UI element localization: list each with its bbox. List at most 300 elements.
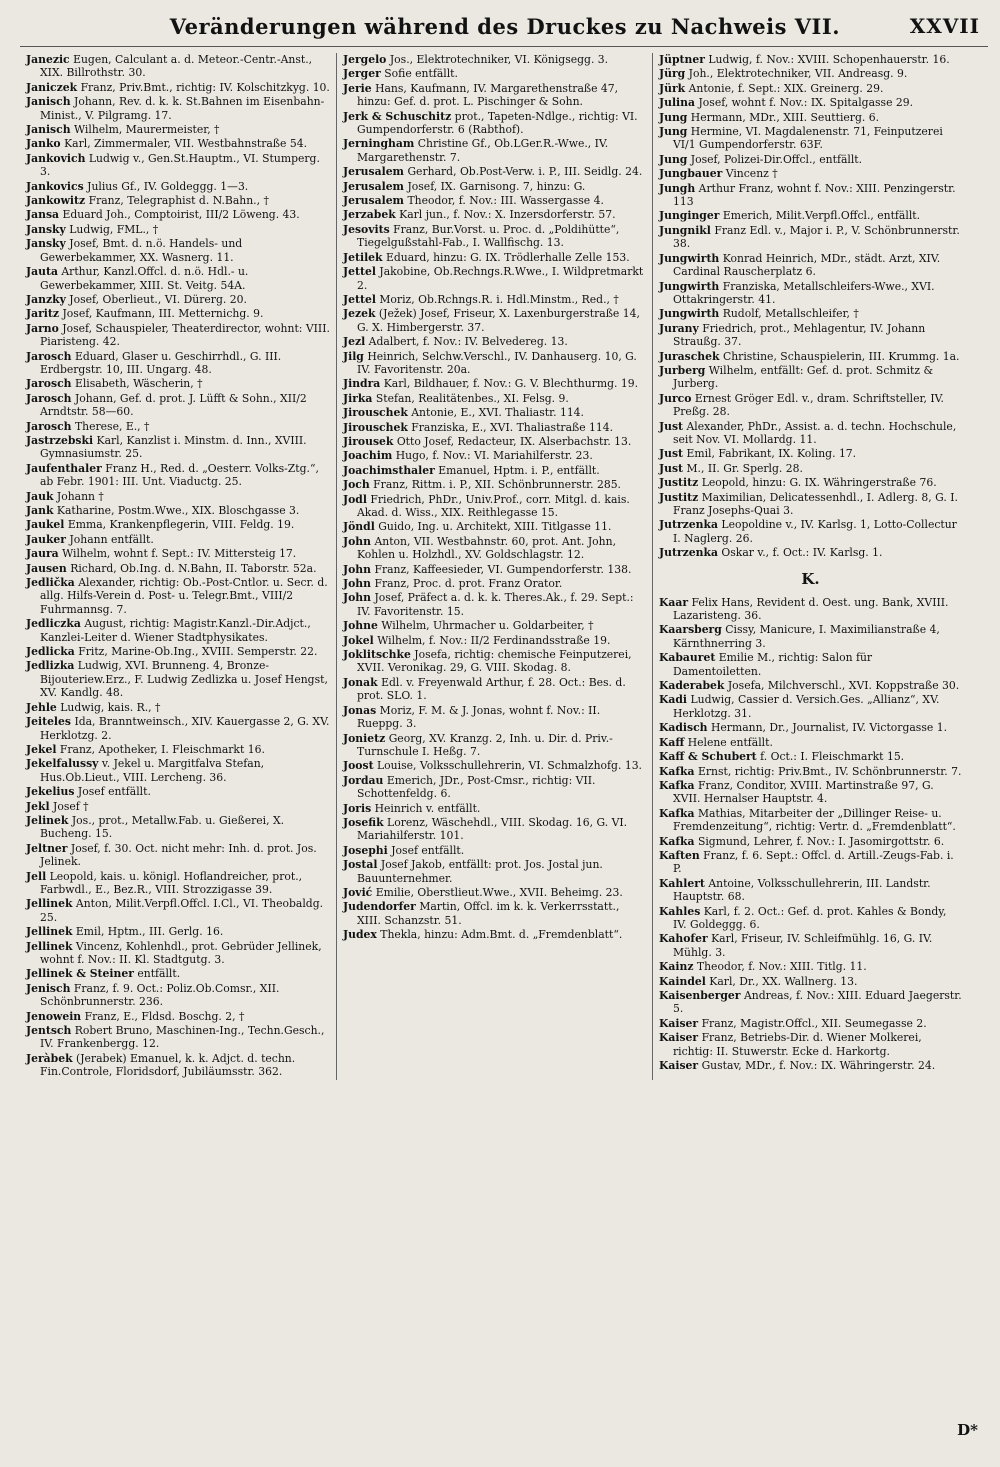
directory-entry	[343, 886, 646, 899]
entry-name: Jekel	[26, 742, 57, 756]
directory-entry	[26, 180, 330, 193]
directory-entry	[659, 82, 962, 95]
entry-name: Jarosch	[26, 419, 72, 433]
entry-name: Jenisch	[26, 981, 71, 995]
directory-entry	[659, 596, 962, 623]
entry-text: Karl, Bildhauer, f. Nov.: G. V. Blechthurmg. 19.	[383, 377, 639, 391]
directory-entry	[343, 392, 646, 405]
entry-text: Stefan, Realitätenbes., XI. Felsg. 9.	[375, 391, 569, 405]
entry-text: Wilhelm, wohnt f. Sept.: IV. Mittersteig 17.	[62, 547, 297, 561]
directory-entry	[659, 462, 962, 475]
entry-name: Jellinek	[26, 925, 73, 939]
entry-text: Wilhelm, f. Nov.: II/2 Ferdinandsstraße 19.	[377, 633, 611, 647]
entry-text: Josef, wohnt f. Nov.: IX. Spitalgasse 29.	[698, 96, 914, 110]
entry-text: Alexander, richtig: Ob.-Post-Cntlor. u. Secr. d. allg. Hilfs-Verein d. Post- u. Telegr.Bmt., VIII/2 Fuhrmannsg. 7.	[40, 576, 328, 616]
entry-name: Jeltner	[26, 841, 68, 855]
entry-name: Jarosch	[26, 377, 72, 391]
directory-entry	[343, 704, 646, 731]
entry-name: Jöndl	[343, 520, 375, 534]
entry-text: Wilhelm, Uhrmacher u. Goldarbeiter, †	[381, 619, 594, 633]
entry-name: Kaften	[659, 848, 700, 862]
entry-name: Jindra	[343, 377, 381, 391]
directory-entry	[343, 137, 646, 164]
entry-name: Jirka	[343, 391, 373, 405]
entry-name: Janisch	[26, 123, 71, 137]
entry-name: Jović	[343, 885, 373, 899]
entry-name: Jaura	[26, 547, 59, 561]
entry-text: Karl, Zimmermaler, VII. Westbahnstraße 54.	[64, 137, 308, 151]
entry-name: Kadi	[659, 693, 688, 707]
entry-text: August, richtig: Magistr.Kanzl.-Dir.Adjct., Kanzlei-Leiter d. Wiener Stadtphysikates.	[40, 617, 311, 644]
entry-name: Jungh	[659, 181, 696, 195]
entry-name: Jerusalem	[343, 179, 404, 193]
directory-entry	[26, 350, 330, 377]
entry-text: Franz, Apotheker, I. Fleischmarkt 16.	[59, 742, 265, 756]
entry-text: Karl jun., f. Nov.: X. Inzersdorferstr. 57.	[399, 208, 616, 222]
entry-text: Robert Bruno, Maschinen-Ing., Techn.Gesch., IV. Frankenbergg. 12.	[40, 1024, 325, 1051]
entry-text: Martin, Offcl. im k. k. Verkerrsstatt., XIII. Schanzstr. 51.	[357, 900, 620, 927]
entry-name: Kafka	[659, 764, 695, 778]
entry-text: Friedrich, prot., Mehlagentur, IV. Johann Straußg. 37.	[673, 321, 926, 349]
directory-entry	[659, 280, 962, 307]
entry-text: Louise, Volksschullehrerin, VI. Schmalzhofg. 13.	[377, 759, 642, 773]
entry-name: Jung	[659, 125, 688, 139]
entry-text: Arthur, Kanzl.Offcl. d. n.ö. Hdl.- u. Gewerbekammer, XIII. St. Veitg. 54A.	[40, 265, 249, 292]
directory-entry	[26, 208, 330, 221]
directory-entry	[26, 434, 330, 461]
entry-name: Kafka	[659, 778, 695, 792]
directory-entry	[26, 800, 330, 813]
entry-text: Emil, Hptm., III. Gerlg. 16.	[75, 925, 224, 939]
directory-entry	[659, 420, 962, 447]
entry-text: Ernest Gröger Edl. v., dram. Schriftsteller, IV. Preßg. 28.	[673, 391, 944, 419]
entry-name: Jurco	[659, 391, 692, 405]
directory-entry	[659, 518, 962, 545]
directory-entry	[343, 844, 646, 857]
directory-entry	[343, 759, 646, 772]
directory-entry	[659, 779, 962, 806]
entry-name: Jettel	[343, 292, 376, 306]
entry-name: Jaritz	[26, 307, 60, 321]
entry-name: Jenowein	[26, 1009, 82, 1023]
entry-text: Jos., Elektrotechniker, VI. Königsegg. 3.	[389, 53, 609, 66]
directory-entry	[343, 265, 646, 292]
entry-name: Jerusalem	[343, 194, 404, 208]
entry-name: Kabauret	[659, 651, 716, 665]
directory-entry	[343, 82, 646, 109]
directory-entry	[659, 322, 962, 349]
directory-entry	[659, 960, 962, 973]
page-number: XXVII	[909, 14, 980, 38]
entry-text: Franz, Magistr.Offcl., XII. Seumegasse 2.	[701, 1016, 927, 1030]
entry-name: Jurberg	[659, 363, 706, 377]
entry-text: Oskar v., f. Oct.: IV. Karlsg. 1.	[721, 546, 883, 560]
entry-name: Justitz	[659, 476, 699, 490]
entry-text: Eduard Joh., Comptoirist, III/2 Löweng. 43.	[62, 208, 300, 222]
entry-text: Josefa, Milchverschl., XVI. Koppstraße 30.	[727, 679, 960, 693]
entry-name: Jonietz	[343, 731, 386, 745]
directory-entry	[343, 307, 646, 334]
directory-entry	[26, 490, 330, 503]
entry-text: Josef, Polizei-Dir.Offcl., entfällt.	[690, 152, 863, 166]
directory-entry	[26, 377, 330, 390]
entry-name: Janko	[26, 137, 61, 151]
entry-text: Moriz, Ob.Rchngs.R. i. Hdl.Minstm., Red., †	[379, 292, 619, 306]
entry-text: Antoine, Volksschullehrerin, III. Landstr. Hauptstr. 68.	[673, 876, 931, 904]
entry-name: Kaiser	[659, 1031, 699, 1045]
entry-text: f. Oct.: I. Fleischmarkt 15.	[760, 750, 905, 764]
entry-name: Jilg	[343, 349, 364, 363]
entry-name: Jungwirth	[659, 251, 720, 265]
entry-text: Christine Gf., Ob.LGer.R.-Wwe., IV. Margarethenstr. 7.	[357, 137, 609, 164]
entry-text: Franziska, E., XVI. Thaliastraße 114.	[411, 420, 614, 434]
entry-name: Jettel	[343, 265, 376, 279]
entry-text: Guido, Ing. u. Architekt, XIII. Titlgasse 11.	[378, 520, 612, 534]
entry-text: Ludwig, FML., †	[69, 222, 159, 236]
entry-name: Jank	[26, 504, 54, 517]
entry-text: Emilie M., richtig: Salon für Damentoiletten.	[673, 651, 873, 678]
entry-name: Janzky	[26, 292, 66, 306]
entry-name: John	[343, 562, 372, 576]
directory-entry	[343, 634, 646, 647]
entry-text: Theodor, f. Nov.: XIII. Titlg. 11.	[696, 960, 867, 974]
entry-name: Just	[659, 461, 684, 475]
entry-name: Jerger	[343, 67, 381, 81]
directory-entry	[659, 989, 962, 1016]
entry-text: Alexander, PhDr., Assist. a. d. techn. Hochschule, seit Nov. VI. Mollardg. 11.	[673, 419, 957, 446]
entry-text: Johann, Rev. d. k. k. St.Bahnen im Eisenbahn-Minist., V. Pilgramg. 17.	[40, 95, 325, 122]
entry-name: Kadisch	[659, 721, 708, 735]
directory-entry	[26, 137, 330, 150]
directory-entry	[659, 167, 962, 180]
entry-text: Gerhard, Ob.Post-Verw. i. P., III. Seidlg. 24.	[407, 165, 643, 179]
entry-text: Ludwig, Cassier d. Versich.Ges. „Allianz“, XV. Herklotzg. 31.	[673, 693, 940, 720]
directory-entry	[343, 180, 646, 193]
entry-name: Joch	[343, 478, 370, 492]
directory-entry	[343, 377, 646, 390]
directory-entry	[343, 900, 646, 927]
entry-text: Mathias, Mitarbeiter der „Dillinger Reise- u. Fremdenzeitung“, richtig: Vertr. d. „Fremdenblatt“.	[673, 806, 956, 834]
entry-name: Kaarsberg	[659, 623, 722, 637]
entry-text: Heinrich, Selchw.Verschl., IV. Danhauserg. 10, G. IV. Favoritenstr. 20a.	[357, 349, 637, 376]
entry-text: Adalbert, f. Nov.: IV. Belvedereg. 13.	[368, 335, 568, 349]
entry-text: Karl, Friseur, IV. Schleifmühlg. 16, G. IV. Mühlg. 3.	[673, 932, 933, 959]
entry-text: Josef, Schauspieler, Theaterdirector, wohnt: VIII. Piaristeng. 42.	[40, 321, 330, 349]
section-letter: K.	[801, 569, 820, 588]
entry-name: Jirousek	[343, 434, 394, 448]
directory-entry	[659, 546, 962, 559]
directory-entry	[343, 67, 646, 80]
entry-text: Antonie, f. Sept.: XIX. Greinerg. 29.	[688, 81, 884, 95]
entry-text: Josef entfällt.	[77, 785, 151, 799]
entry-name: Jarosch	[26, 391, 72, 405]
entry-name: Kaindel	[659, 974, 706, 988]
directory-entry	[26, 547, 330, 560]
directory-entry	[26, 152, 330, 179]
entry-text: Franz, Rittm. i. P., XII. Schönbrunnerstr. 285.	[373, 478, 621, 492]
directory-entry	[343, 449, 646, 462]
directory-entry	[343, 493, 646, 520]
entry-text: Edl. v. Freyenwald Arthur, f. 28. Oct.: Bes. d. prot. SLO. 1.	[357, 675, 626, 703]
entry-text: Franz, Betriebs-Dir. d. Wiener Molkerei, richtig: II. Stuwerstr. Ecke d. Harkortg.	[673, 1031, 922, 1058]
entry-text: Richard, Ob.Ing. d. N.Bahn, II. Taborstr. 52a.	[70, 561, 317, 575]
entry-name: Jedliczka	[26, 617, 81, 631]
entry-text: Karl, Kanzlist i. Minstm. d. Inn., XVIII. Gymnasiumstr. 25.	[40, 433, 307, 461]
entry-name: Jordau	[343, 773, 384, 787]
entry-text: Emerich, JDr., Post-Cmsr., richtig: VII. Schottenfeldg. 6.	[357, 773, 596, 801]
column-right	[652, 53, 968, 1080]
entry-text: Hermine, VI. Magdalenenstr. 71, Feinputzerei VI/1 Gumpendorferstr. 63F.	[673, 125, 943, 152]
directory-entry	[659, 491, 962, 518]
columns	[20, 53, 988, 1080]
entry-name: Jell	[26, 869, 47, 883]
directory-entry	[26, 897, 330, 924]
entry-name: Jungwirth	[659, 279, 720, 293]
entry-name: Jellinek & Steiner	[26, 967, 134, 981]
directory-entry	[26, 562, 330, 575]
entry-text: Karl, Dr., XX. Wallnerg. 13.	[709, 974, 858, 988]
entry-name: Junginger	[659, 209, 720, 223]
directory-entry	[343, 858, 646, 885]
directory-entry	[659, 693, 962, 720]
directory-entry	[26, 814, 330, 841]
entry-name: Jekl	[26, 799, 50, 813]
entry-name: John	[343, 577, 372, 591]
entry-text: Ludwig, XVI. Brunneng. 4, Bronze-Bijouteriew.Erz., F. Ludwig Zedlizka u. Josef Hengst, XV. Kandlg. 48.	[40, 659, 328, 700]
entry-text: Karl, f. 2. Oct.: Gef. d. prot. Kahles & Bondy, IV. Goldeggg. 6.	[673, 904, 947, 931]
entry-name: Jausen	[26, 561, 67, 575]
entry-text: Fritz, Marine-Ob.Ing., XVIII. Semperstr. 22.	[78, 645, 318, 659]
entry-text: Franz, f. 9. Oct.: Poliz.Ob.Comsr., XII. Schönbrunnerstr. 236.	[40, 981, 280, 1009]
directory-entry	[26, 95, 330, 122]
directory-entry	[26, 982, 330, 1009]
entry-name: Jaufenthaler	[26, 461, 102, 475]
directory-entry	[659, 350, 962, 363]
directory-entry	[343, 251, 646, 264]
directory-entry	[659, 447, 962, 460]
entry-text: Ernst, richtig: Priv.Bmt., IV. Schönbrunnerstr. 7.	[697, 764, 962, 778]
directory-entry	[659, 1031, 962, 1058]
directory-entry	[26, 53, 330, 80]
entry-text: Elisabeth, Wäscherin, †	[74, 377, 203, 391]
directory-entry	[659, 67, 962, 80]
directory-entry	[343, 774, 646, 801]
directory-entry	[26, 940, 330, 967]
directory-entry	[343, 535, 646, 562]
entry-name: Jesovits	[343, 222, 390, 236]
entry-text: Otto Josef, Redacteur, IX. Alserbachstr. 13.	[396, 434, 632, 448]
entry-name: Jastrzebski	[26, 433, 94, 447]
entry-name: Jankovich	[26, 151, 86, 165]
entry-name: Jetilek	[343, 250, 383, 264]
entry-text: Franz Edl. v., Major i. P., V. Schönbrunnerstr. 38.	[673, 223, 960, 251]
directory-entry	[659, 932, 962, 959]
directory-entry	[26, 576, 330, 616]
directory-entry	[343, 110, 646, 137]
entry-name: Jezl	[343, 335, 366, 349]
entry-name: Jonak	[343, 675, 378, 689]
entry-text: Antonie, E., XVI. Thaliastr. 114.	[411, 406, 584, 420]
entry-text: Cissy, Manicure, I. Maximilianstraße 4, Kärnthnerring 3.	[673, 623, 940, 650]
entry-text: Konrad Heinrich, MDr., städt. Arzt, XIV. Cardinal Rauscherplatz 6.	[673, 251, 941, 279]
entry-name: Jürk	[659, 81, 686, 95]
directory-entry	[343, 335, 646, 348]
entry-text: Lorenz, Wäschehdl., VIII. Skodag. 16, G. VI. Mariahilferstr. 101.	[357, 815, 628, 843]
directory-entry	[26, 925, 330, 938]
directory-entry	[343, 293, 646, 306]
entry-name: Joris	[343, 801, 372, 815]
directory-entry	[343, 648, 646, 675]
entry-name: Kaiser	[659, 1016, 699, 1030]
entry-text: Franz, Proc. d. prot. Franz Orator.	[374, 577, 563, 591]
entry-text: Heinrich v. entfällt.	[374, 801, 481, 815]
entry-name: Juraschek	[659, 349, 720, 363]
directory-entry	[659, 679, 962, 692]
entry-text: Franziska, Metallschleifers-Wwe., XVI. Ottakringerstr. 41.	[673, 279, 935, 306]
entry-text: Sofie entfällt.	[384, 67, 458, 81]
entry-text: Maximilian, Delicatessenhdl., I. Adlerg. 8, G. I. Franz Josephs-Quai 3.	[673, 490, 958, 517]
entry-text: Emanuel, Hptm. i. P., entfällt.	[438, 463, 600, 477]
directory-entry	[343, 435, 646, 448]
directory-entry	[26, 420, 330, 433]
directory-entry	[26, 1010, 330, 1023]
directory-entry	[659, 53, 962, 66]
entry-name: Kahofer	[659, 932, 708, 946]
directory-entry	[659, 252, 962, 279]
entry-name: Jungbauer	[659, 167, 723, 181]
entry-text: Josef, Präfect a. d. k. k. Theres.Ak., f. 29. Sept.: IV. Favoritenstr. 15.	[357, 591, 634, 618]
entry-name: Kafka	[659, 806, 695, 820]
entry-text: (Jerabek) Emanuel, k. k. Adjct. d. techn. Fin.Controle, Floridsdorf, Jubiläumsstr. 362.	[40, 1051, 296, 1079]
entry-text: Leopold, kais. u. königl. Hoflandreicher, prot., Farbwdl., E., Bez.R., VIII. Strozzigasse 39.	[40, 869, 303, 896]
directory-entry	[26, 123, 330, 136]
directory-entry	[659, 807, 962, 834]
entry-text: Emma, Krankenpflegerin, VIII. Feldg. 19.	[67, 518, 295, 532]
page-title: Veränderungen während des Druckes zu Nachweis VII.	[169, 13, 841, 39]
directory-entry	[26, 659, 330, 699]
entry-name: Jehle	[26, 700, 57, 714]
entry-name: Jedlicka	[26, 645, 75, 659]
directory-entry	[343, 464, 646, 477]
entry-name: Kainz	[659, 960, 694, 974]
entry-name: Jauta	[26, 265, 58, 279]
entry-text: Josef, Oberlieut., VI. Dürerg. 20.	[69, 292, 247, 306]
signature-mark: D*	[957, 1421, 978, 1439]
directory-entry	[659, 835, 962, 848]
entry-text: Theodor, f. Nov.: III. Wassergasse 4.	[407, 194, 604, 208]
entry-text: Franz, f. 6. Sept.: Offcl. d. Artill.-Zeugs-Fab. i. P.	[673, 848, 954, 876]
entry-name: Jutrzenka	[659, 518, 718, 532]
entry-text: Ludwig v., Gen.St.Hauptm., VI. Stumperg. 3.	[40, 151, 320, 179]
directory-entry	[659, 307, 962, 320]
entry-name: Kaderabek	[659, 679, 725, 693]
entry-name: Jarosch	[26, 349, 72, 363]
entry-name: Jirouschek	[343, 420, 408, 434]
entry-name: Kafka	[659, 834, 695, 848]
entry-name: Kaiser	[659, 1059, 699, 1073]
entry-name: Jürg	[659, 67, 686, 81]
entry-text: Sigmund, Lehrer, f. Nov.: I. Jasomirgottstr. 6.	[697, 834, 945, 848]
directory-entry	[26, 870, 330, 897]
entry-name: Jeràbek	[26, 1051, 73, 1065]
entry-text: Franz, Priv.Bmt., richtig: IV. Kolschitzkyg. 10.	[80, 80, 330, 94]
entry-text: Johann entfällt.	[69, 532, 154, 546]
entry-name: Kaff & Schubert	[659, 750, 757, 764]
entry-text: Josef, IX. Garnisong. 7, hinzu: G.	[407, 179, 586, 193]
entry-name: Josefik	[343, 815, 384, 829]
entry-text: Rudolf, Metallschleifer, †	[722, 307, 859, 321]
entry-text: Anton, VII. Westbahnstr. 60, prot. Ant. John, Kohlen u. Holzhdl., XV. Goldschlagstr. 12.	[357, 534, 617, 562]
entry-name: Julina	[659, 96, 696, 110]
entry-text: Julius Gf., IV. Goldeggg. 1—3.	[87, 179, 249, 193]
entry-name: Jung	[659, 110, 688, 124]
entry-text: Katharine, Postm.Wwe., XIX. Bloschgasse 3.	[56, 504, 300, 517]
entry-name: Josephi	[343, 843, 388, 857]
entry-text: Helene entfällt.	[687, 735, 773, 749]
entry-text: Jakobine, Ob.Rechngs.R.Wwe., I. Wildpretmarkt 2.	[357, 265, 644, 292]
entry-name: Jedlička	[26, 576, 75, 590]
entry-name: Kaisenberger	[659, 989, 741, 1002]
column-middle	[336, 53, 652, 1080]
entry-name: Jarno	[26, 321, 59, 335]
directory-entry	[26, 785, 330, 798]
entry-text: Hugo, f. Nov.: VI. Mariahilferstr. 23.	[395, 449, 593, 463]
entry-name: Jansa	[26, 208, 60, 222]
entry-name: Jaukel	[26, 518, 65, 532]
entry-text: Leopold, hinzu: G. IX. Währingerstraße 76.	[701, 476, 937, 490]
entry-text: Josef, f. 30. Oct. nicht mehr: Inh. d. prot. Jos. Jelinek.	[40, 841, 317, 869]
entry-name: Kahlert	[659, 876, 705, 890]
entry-name: Jurany	[659, 321, 699, 335]
directory-entry	[26, 617, 330, 644]
directory-entry	[659, 736, 962, 749]
entry-name: Jirouschek	[343, 406, 408, 420]
directory-entry	[343, 802, 646, 815]
entry-text: Emilie, Oberstlieut.Wwe., XVII. Beheimg. 23.	[375, 885, 623, 899]
entry-name: Jonas	[343, 703, 377, 717]
directory-entry	[659, 392, 962, 419]
entry-name: Joost	[343, 759, 374, 773]
entry-text: Eduard, hinzu: G. IX. Trödlerhalle Zelle 153.	[385, 250, 630, 264]
directory-entry	[659, 651, 962, 678]
directory-entry	[343, 577, 646, 590]
directory-entry	[659, 877, 962, 904]
directory-entry	[26, 81, 330, 94]
entry-text: Franz, Bur.Vorst. u. Proc. d. „Poldihütte“, Tiegelgußstahl-Fab., I. Wallfischg. 13.	[357, 222, 620, 250]
directory-entry	[343, 732, 646, 759]
entry-name: Jungwirth	[659, 307, 720, 321]
entry-text: Franz, Telegraphist d. N.Bahn., †	[88, 194, 269, 208]
entry-name: Jedlizka	[26, 659, 75, 673]
directory-entry	[343, 406, 646, 419]
directory-entry	[343, 350, 646, 377]
directory-entry	[343, 165, 646, 178]
directory-entry	[343, 520, 646, 533]
directory-entry	[659, 364, 962, 391]
entry-text: Hans, Kaufmann, IV. Margarethenstraße 47, hinzu: Gef. d. prot. L. Pischinger & Sohn.	[357, 81, 619, 109]
entry-text: Josef †	[53, 799, 89, 813]
directory-entry	[343, 194, 646, 207]
entry-text: Gustav, MDr., f. Nov.: IX. Währingerstr. 24.	[701, 1059, 936, 1073]
entry-name: Jellinek	[26, 939, 73, 953]
directory-entry	[659, 750, 962, 763]
entry-name: Jellinek	[26, 897, 73, 911]
entry-text: prot., Tapeten-Ndlge., richtig: VI. Gumpendorferstr. 6 (Rabthof).	[357, 109, 638, 137]
entry-name: Jergelo	[343, 53, 387, 66]
entry-name: Jerk & Schuschitz	[343, 109, 452, 123]
directory-entry	[343, 816, 646, 843]
entry-name: Jokel	[343, 633, 374, 647]
